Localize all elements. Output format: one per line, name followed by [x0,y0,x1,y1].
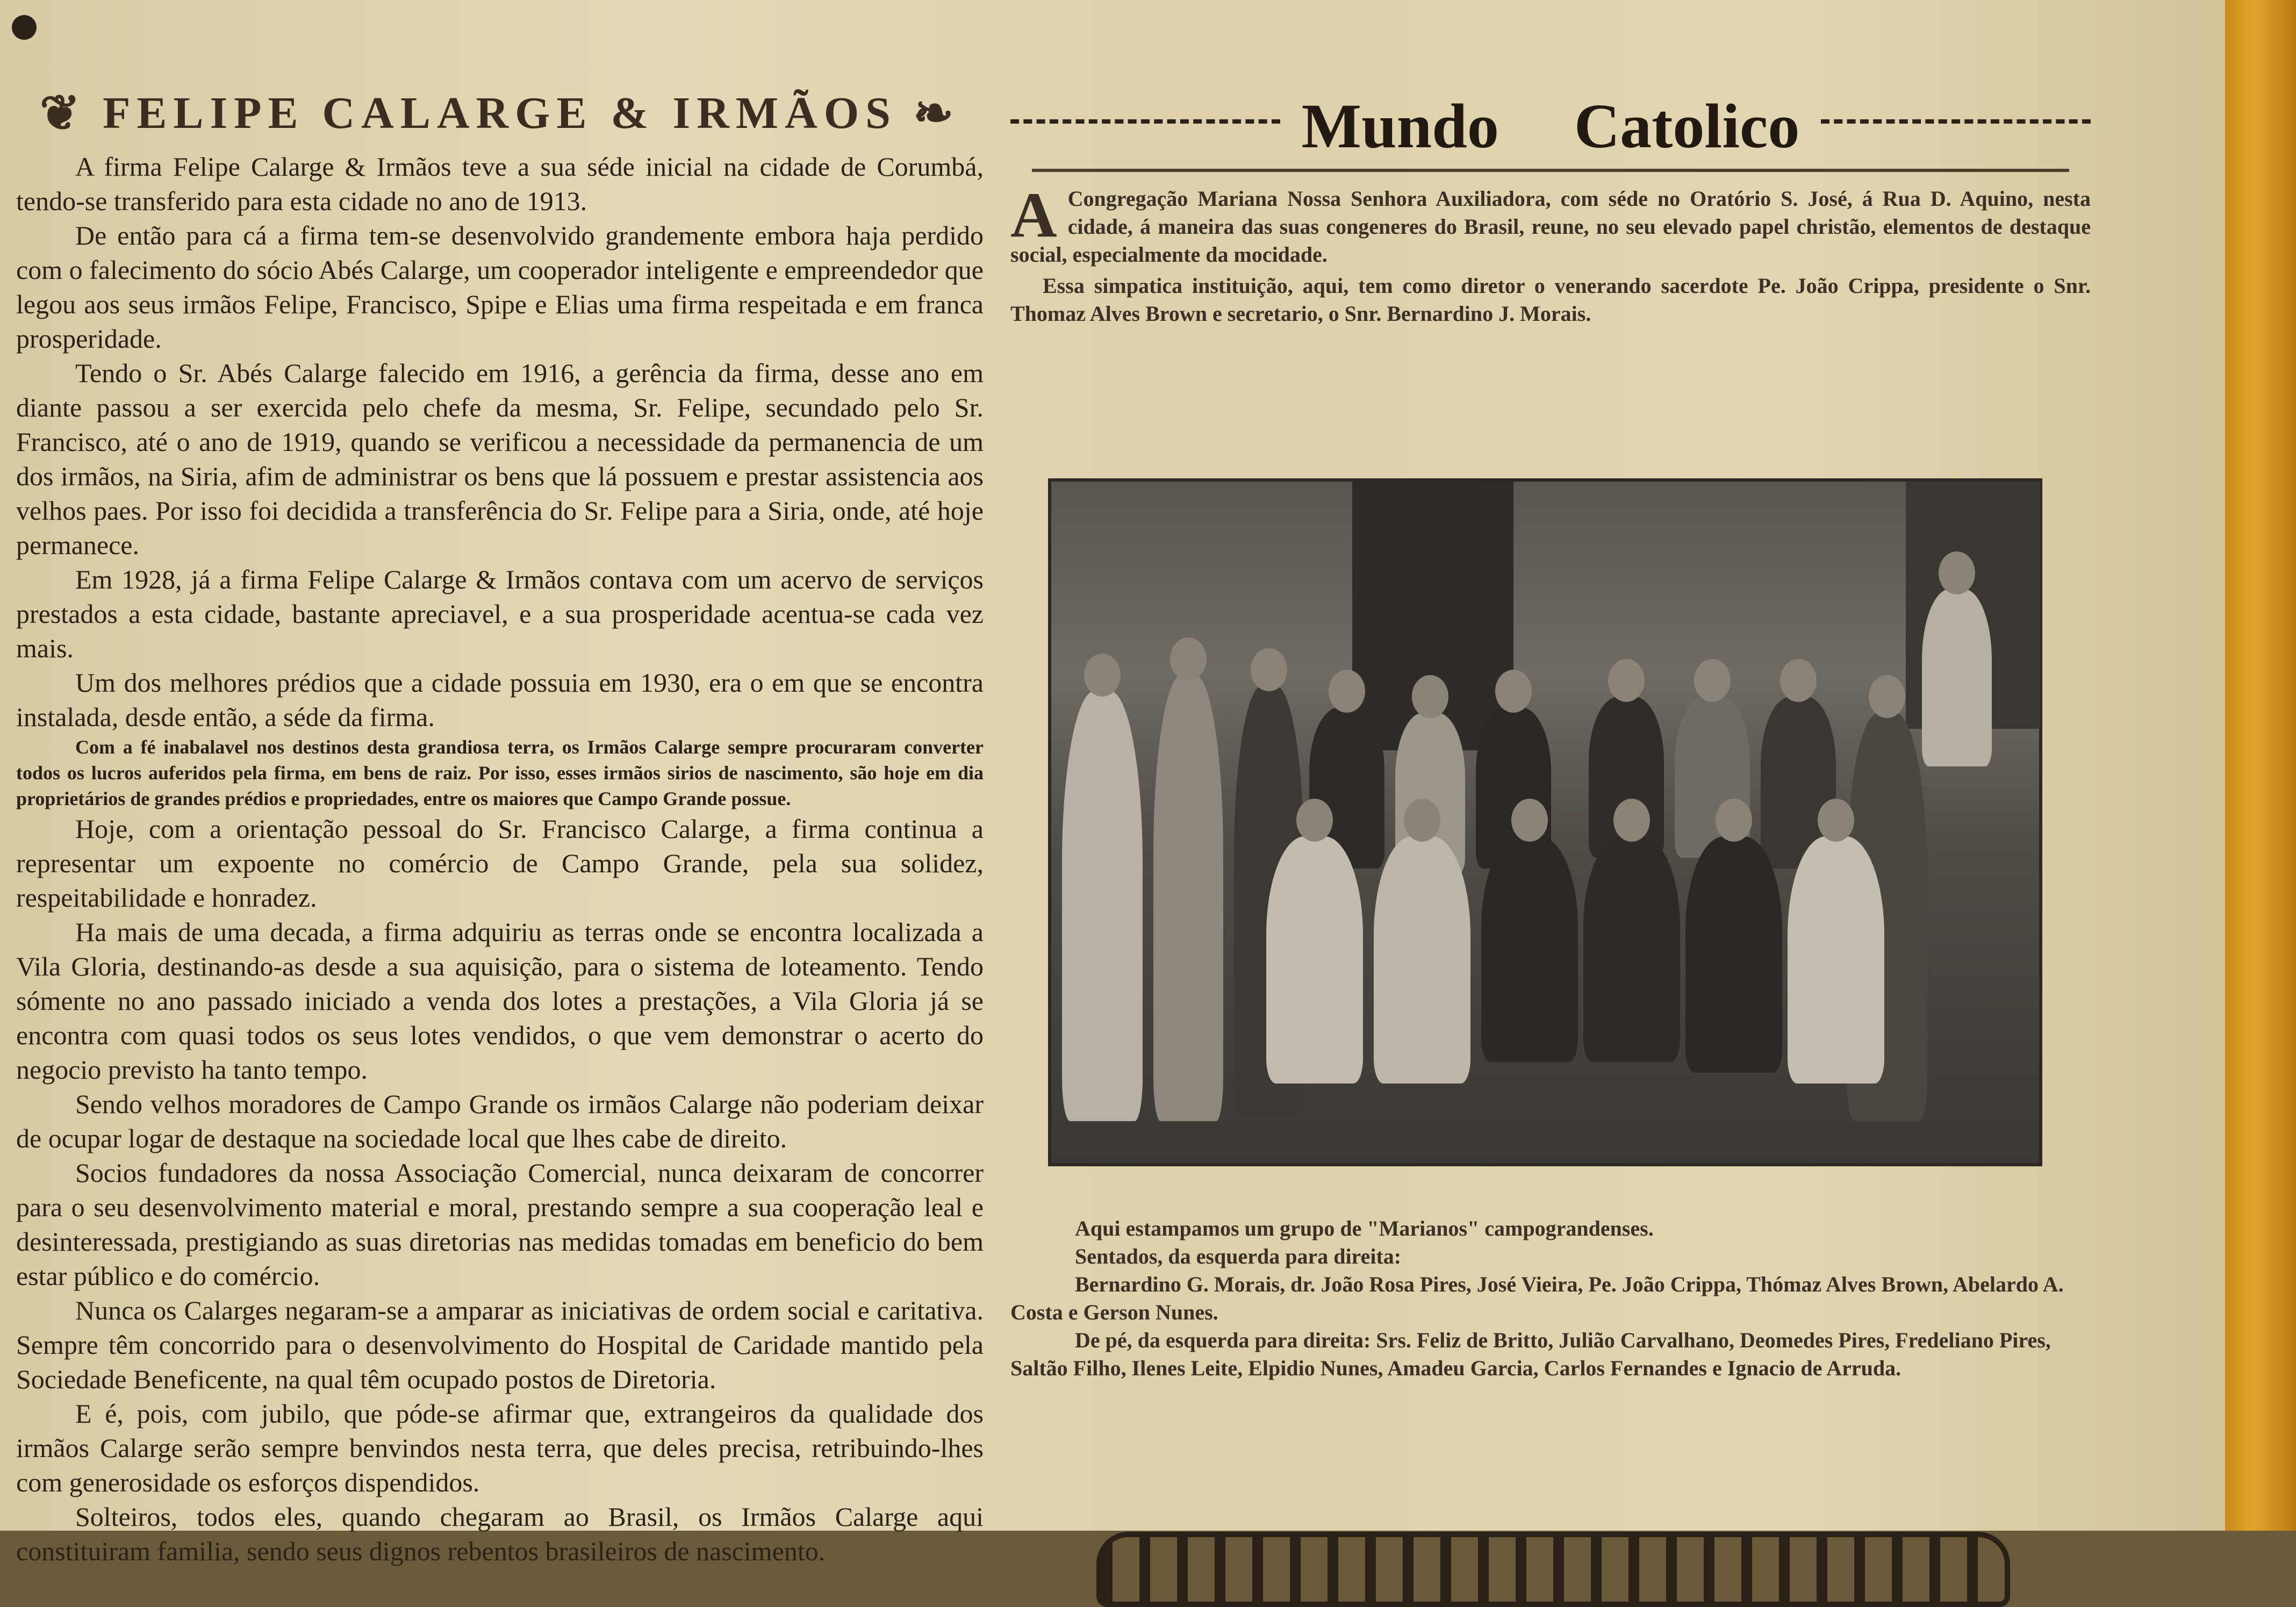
scroll-ornament-icon: ❦ [39,87,87,140]
wave-ornament [1010,119,1280,133]
wave-ornament [1821,119,2091,133]
photo-person [1153,675,1223,1121]
paragraph: E é, pois, com jubilo, que póde-se afirmar que, extrangeiros da qualidade dos irmãos Calarge serão sempre benvindos nesta terra, que deles precisa, retribuindo-lhes com generosidade os esforços dispendidos. [16,1398,984,1497]
paragraph: A firma Felipe Calarge & Irmãos teve a sua séde inicial na cidade de Corumbá, tendo-se transferido para esta cidade no ano de 1913. [16,152,984,216]
photo-person-seated [1481,836,1578,1062]
paragraph: Sendo velhos moradores de Campo Grande os irmãos Calarge não poderiam deixar de ocupar logar de destaque na sociedade local que lhes cabe de direito. [16,1089,984,1153]
page-edge [2225,0,2296,1531]
article-title: FELIPE CALARGE & IRMÃOS [103,88,897,138]
paragraph: Tendo o Sr. Abés Calarge falecido em 1916, a gerência da firma, desse ano em diante passou a ser exercida pelo chefe da mesma, Sr. Felipe, secundado pelo Sr. Francisco, até o ano de 1919, quando se verificou a necessidade da permanencia de um dos irmãos, na Siria, afim de administrar os bens que lá possuem e prestar assistencia aos velhos paes. Por isso foi decidida a transferência do Sr. Felipe para a Siria, onde, até hoje permanece. [16,358,984,560]
divider [1032,169,2069,172]
paragraph: Solteiros, todos eles, quando chegaram ao Brasil, os Irmãos Calarge aqui constituiram familia, sendo seus dignos rebentos brasileiros de nascimento. [16,1502,984,1566]
paragraph: Socios fundadores da nossa Associação Comercial, nunca deixaram de concorrer para o seu desenvolvimento material e moral, prestando sempre a sua cooperação leal e desinteressada, prestigiando as suas diretorias nas medidas tomadas em beneficio do bem estar público e do comércio. [16,1158,984,1291]
paragraph: Nunca os Calarges negaram-se a amparar as iniciativas de ordem social e caritativa. Sempre têm concorrido para o desenvolvimento do Hospital de Caridade mantido pela Sociedade Beneficente, na qual têm ocupado postos de Diretoria. [16,1295,984,1394]
photo-caption [1010,1215,2091,1382]
paragraph: Essa simpatica instituição, aqui, tem como diretor o venerando sacerdote Pe. João Crippa, presidente o Snr. Thomaz Alves Brown e secretario, o Snr. Bernardino J. Morais. [1010,274,2091,326]
article-header [16,81,984,145]
paragraph-small: Com a fé inabalavel nos destinos desta grandiosa terra, os Irmãos Calarge sempre procuraram converter todos os lucros auferidos pela firma, em bens de raiz. Por isso, esses irmãos sirios de nascimento, são hoje em dia proprietários de grandes prédios e propriedades, entre os maiores que Campo Grande possue. [16,736,984,809]
photo-person [1922,589,1992,766]
scroll-ornament-icon: ❧ [913,87,960,140]
title-word: Catolico [1574,91,1800,161]
caption-line: Aqui estampamos um grupo de "Marianos" campograndenses. [1075,1216,1654,1240]
photo-person [1062,691,1143,1121]
article-title [1302,90,1800,163]
title-word: Mundo [1301,91,1499,161]
article-intro [1010,179,2091,328]
photo-person-seated [1583,836,1680,1062]
photo-person-seated [1266,836,1363,1084]
caption-line: Sentados, da esquerda para direita: [1075,1244,1402,1268]
paragraph: Um dos melhores prédios que a cidade possuia em 1930, era o em que se encontra instalada, desde então, a séde da firma. [16,668,984,732]
paragraph: Hoje, com a orientação pessoal do Sr. Francisco Calarge, a firma continua a representar um expoente no comércio de Campo Grande, pela sua solidez, respeitabilidade e honradez. [16,814,984,913]
photo-person-seated [1788,836,1884,1084]
punch-hole [12,15,37,40]
article-calarge [16,81,984,1568]
photo-person-seated [1374,836,1470,1084]
decorative-band [1096,1532,2010,1607]
paragraph: Em 1928, já a firma Felipe Calarge & Irmãos contava com um acervo de serviços prestados a esta cidade, bastante apreciavel, e a sua prosperidade acentua-se cada vez mais. [16,564,984,663]
group-photo [1048,478,2042,1166]
drop-cap: A [1010,179,1057,250]
photo-person-seated [1685,836,1782,1073]
paragraph: Ha mais de uma decada, a firma adquiriu as terras onde se encontra localizada a Vila Gloria, destinando-as desde a sua aquisição, para o sistema de loteamento. Tendo sómente no ano passado iniciado a venda dos lotes a prestações, a Vila Gloria já se encontra com quasi todos os seus lotes vendidos, o que vem demonstrar o acerto do negocio previsto ha tanto tempo. [16,917,984,1085]
article-header [1010,86,2091,167]
article-body [16,149,984,1568]
paragraph: De então para cá a firma tem-se desenvolvido grandemente embora haja perdido com o falecimento do sócio Abés Calarge, um cooperador inteligente e empreendedor que legou aos seus irmãos Felipe, Francisco, Spipe e Elias uma firma respeitada e em franca prosperidade. [16,220,984,354]
article-mundo-catolico [1010,86,2091,1380]
paragraph [1010,179,2091,269]
caption-line: Bernardino G. Morais, dr. João Rosa Pires, José Vieira, Pe. João Crippa, Thómaz Alves Brown, Abelardo A. Costa e Gerson Nunes. [1010,1272,2064,1324]
paragraph-text: Congregação Mariana Nossa Senhora Auxiliadora, com séde no Oratório S. José, á Rua D. Aquino, nesta cidade, á maneira das suas congeneres do Brasil, reune, no seu elevado papel christão, elementos de destaque social, especialmente da mocidade. [1010,186,2091,267]
caption-line: De pé, da esquerda para direita: Srs. Feliz de Britto, Julião Carvalhano, Deomedes Pires, Fredeliano Pires, Saltão Filho, Ilenes Leite, Elpidio Nunes, Amadeu Garcia, Carlos Fernandes e Ignacio de Arruda. [1010,1328,2051,1380]
